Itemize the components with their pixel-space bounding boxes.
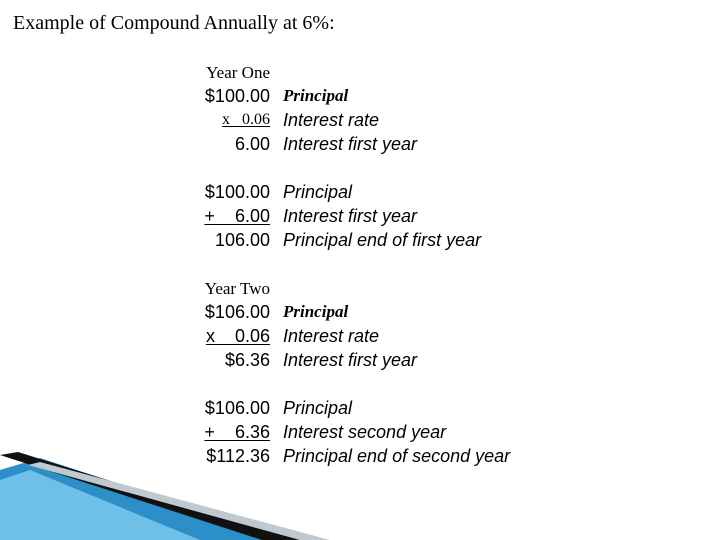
description: Principal end of second year	[283, 446, 511, 466]
amount: $100.00	[204, 182, 270, 202]
amount: $6.36	[224, 350, 270, 370]
amount: $106.00	[204, 302, 270, 322]
amount: $112.36	[206, 446, 270, 466]
amount-value: 6.36	[234, 422, 270, 442]
description: Interest second year	[283, 422, 447, 442]
description: Interest first year	[283, 350, 418, 370]
operator: x	[222, 111, 230, 128]
description: Interest first year	[283, 134, 418, 154]
amount: 6.00	[234, 134, 270, 154]
description: Principal	[283, 398, 353, 418]
description: Principal end of first year	[283, 230, 482, 250]
amount-value: 0.06	[242, 111, 270, 128]
amount-value: 0.06	[234, 326, 270, 346]
year-one-heading: Year One	[206, 63, 270, 82]
operator: x	[205, 326, 215, 346]
description: Principal	[283, 302, 349, 321]
slide-title: Example of Compound Annually at 6%:	[13, 12, 335, 34]
description: Interest first year	[283, 206, 418, 226]
description: Interest rate	[283, 110, 380, 130]
year-two-heading: Year Two	[204, 279, 270, 298]
operator: +	[204, 422, 215, 442]
amount-value: 6.00	[234, 206, 270, 226]
amount: $106.00	[204, 398, 270, 418]
description: Principal	[283, 86, 349, 105]
operator: +	[204, 206, 215, 226]
description: Interest rate	[283, 326, 380, 346]
description: Principal	[283, 182, 353, 202]
amount: $100.00	[204, 86, 270, 106]
amount: 106.00	[214, 230, 270, 250]
